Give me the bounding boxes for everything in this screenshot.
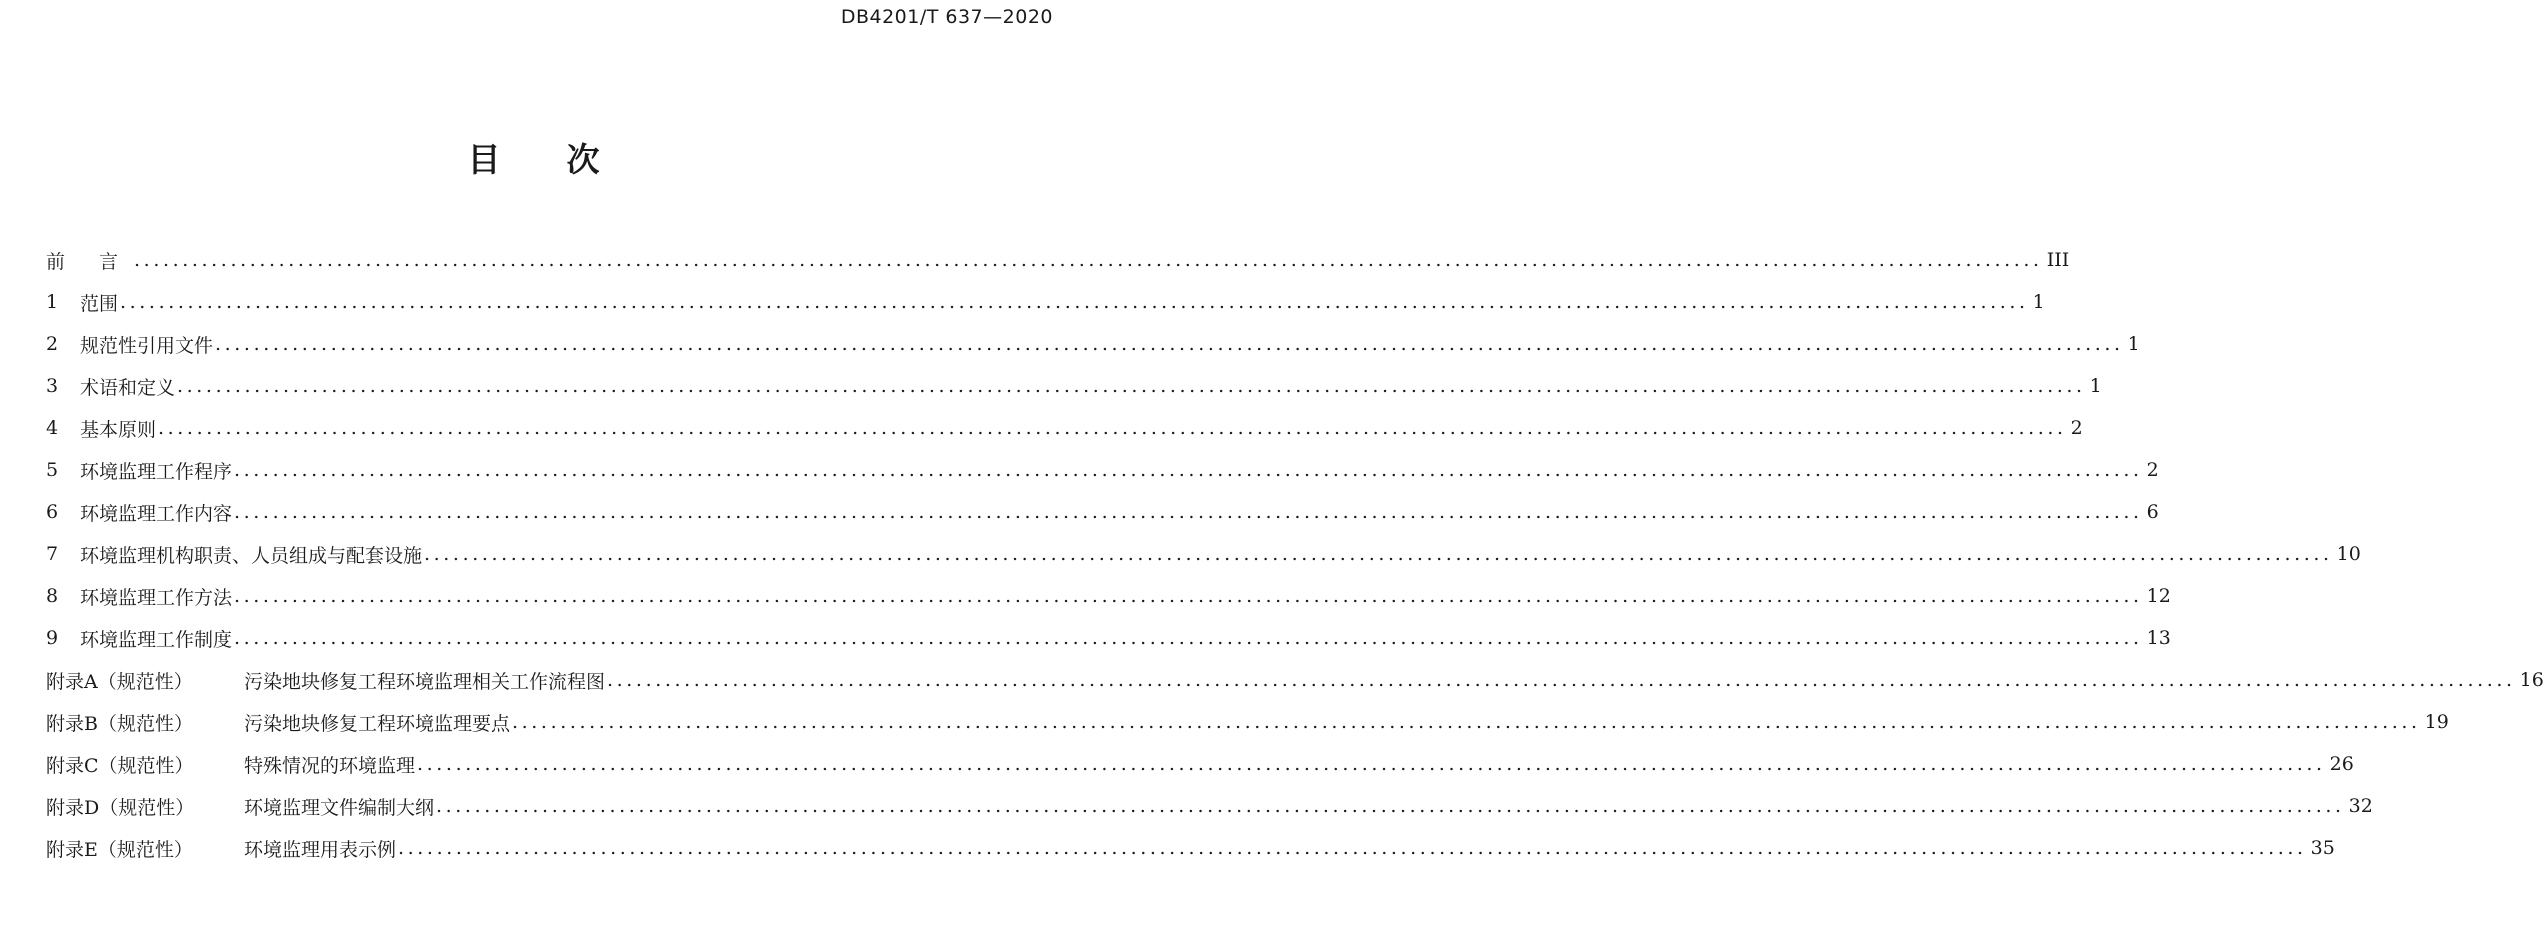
toc-entry-text: 环境监理工作内容 [80,502,233,525]
toc-entry-label [46,709,510,736]
toc-leader: ...................................................................................................................................................................................................... [158,417,2067,439]
toc-page-number: 2 [2146,459,2159,481]
toc-entry-number: 5 [46,459,59,481]
toc-page-number: 35 [2310,837,2335,859]
toc-leader: ...................................................................................................................................................................................................... [436,795,2345,817]
toc-leader: ...................................................................................................................................................................................................... [607,669,2516,691]
toc-list [46,239,2544,869]
toc-entry-text: 污染地块修复工程环境监理要点 [244,712,511,735]
toc-page-number: 6 [2146,501,2159,523]
toc-entry-label [46,541,422,568]
toc-entry-text: 环境监理用表示例 [244,838,397,861]
toc-entry-text: 环境监理工作程序 [80,460,233,483]
toc-entry-6[interactable] [46,491,2159,533]
toc-page-number: 1 [2089,375,2102,397]
toc-leader: ...................................................................................................................................................................................................... [120,291,2029,313]
toc-leader: ...................................................................................................................................................................................................... [134,249,2043,271]
toc-entry-number: 7 [46,543,59,565]
toc-leader: ...................................................................................................................................................................................................... [398,837,2307,859]
toc-entry-appendix-d[interactable] [46,785,2373,827]
toc-leader: ...................................................................................................................................................................................................... [234,501,2143,523]
toc-leader: ...................................................................................................................................................................................................... [177,375,2086,397]
toc-entry-1[interactable] [46,281,2045,323]
toc-page-number: 13 [2146,627,2171,649]
toc-page-number: 19 [2424,711,2449,733]
toc-page-number: III [2046,249,2070,271]
toc-entry-label [46,583,232,610]
toc-entry-9[interactable] [46,617,2171,659]
toc-entry-label [46,289,118,316]
toc-entry-7[interactable] [46,533,2361,575]
toc-page-number: 32 [2348,795,2373,817]
toc-entry-number: 2 [46,333,59,355]
toc-entry-8[interactable] [46,575,2171,617]
toc-leader: ...................................................................................................................................................................................................... [417,753,2326,775]
document-code: DB4201/T 637—2020 [840,6,1053,28]
toc-entry-appendix-e[interactable] [46,827,2335,869]
toc-entry-3[interactable] [46,365,2102,407]
toc-entry-label [46,793,434,820]
toc-entry-2[interactable] [46,323,2140,365]
toc-entry-text: 污染地块修复工程环境监理相关工作流程图 [244,670,606,693]
toc-leader: ...................................................................................................................................................................................................... [234,459,2143,481]
toc-entry-foreword[interactable] [46,239,2070,281]
toc-appendix-prefix: 附录E（规范性） [46,838,193,861]
toc-entry-text: 环境监理机构职责、人员组成与配套设施 [80,544,423,567]
toc-entry-text: 特殊情况的环境监理 [244,754,416,777]
toc-appendix-prefix: 附录A（规范性） [46,670,193,693]
toc-title-char-1: 目 [467,140,501,179]
toc-page-number: 2 [2070,417,2083,439]
toc-leader: ...................................................................................................................................................................................................... [215,333,2124,355]
toc-entry-number: 4 [46,417,59,439]
toc-title-char-2: 次 [566,140,600,179]
toc-page-number: 10 [2336,543,2361,565]
toc-entry-text: 环境监理工作制度 [80,628,233,651]
toc-entry-number: 8 [46,585,59,607]
toc-page-number: 1 [2127,333,2140,355]
toc-leader: ...................................................................................................................................................................................................... [234,585,2143,607]
toc-entry-5[interactable] [46,449,2159,491]
toc-entry-appendix-b[interactable] [46,701,2449,743]
toc-entry-number: 3 [46,375,59,397]
toc-entry-text: 环境监理工作方法 [80,586,233,609]
toc-entry-text: 基本原则 [80,418,157,441]
toc-entry-number: 1 [46,291,59,313]
toc-appendix-prefix: 附录C（规范性） [46,754,194,777]
toc-entry-label [46,373,175,400]
toc-entry-4[interactable] [46,407,2083,449]
toc-entry-number: 9 [46,627,59,649]
toc-entry-text: 范围 [80,292,119,315]
toc-entry-appendix-c[interactable] [46,743,2354,785]
toc-entry-text: 规范性引用文件 [80,334,214,357]
toc-page-number: 12 [2146,585,2171,607]
toc-entry-label [46,625,232,652]
toc-entry-label [46,457,232,484]
toc-entry-text: 术语和定义 [80,376,176,399]
toc-entry-label [46,835,396,862]
toc-page-number: 1 [2032,291,2045,313]
toc-entry-label [46,751,415,778]
toc-entry-label [46,499,232,526]
toc-page-number: 26 [2329,753,2354,775]
toc-entry-appendix-a[interactable] [46,659,2544,701]
toc-entry-label [46,331,213,358]
toc-title [0,134,1067,181]
toc-entry-label [46,415,156,442]
toc-entry-label [46,667,605,694]
toc-entry-number: 6 [46,501,59,523]
toc-entry-text: 环境监理文件编制大纲 [244,796,435,819]
toc-leader: ...................................................................................................................................................................................................... [512,711,2421,733]
toc-leader: ...................................................................................................................................................................................................... [234,627,2143,649]
toc-appendix-prefix: 附录D（规范性） [46,796,195,819]
toc-leader: ...................................................................................................................................................................................................... [424,543,2333,565]
toc-page-number: 16 [2519,669,2544,691]
toc-appendix-prefix: 附录B（规范性） [46,712,193,735]
toc-entry-text: 前 言 [46,250,133,273]
